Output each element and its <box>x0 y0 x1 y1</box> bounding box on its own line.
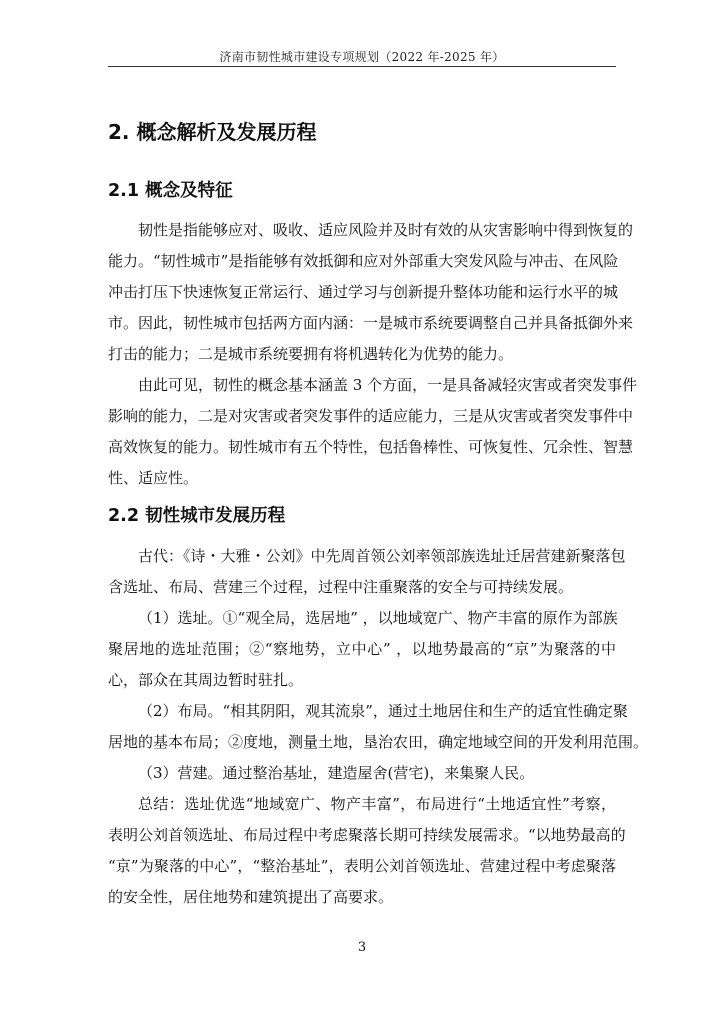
paragraph-line: 冲击打压下快速恢复正常运行、通过学习与创新提升整体功能和运行水平的城 <box>108 283 619 301</box>
paragraph-line: 高效恢复的能力。韧性城市有五个特性，包括鲁棒性、可恢复性、冗余性、智慧 <box>108 438 634 456</box>
paragraph-line: 古代：《诗・大雅・公刘》中先周首领公刘率领部族选址迁居营建新聚落包 <box>138 547 626 565</box>
paragraph-line: 心，部众在其周边暂时驻扎。 <box>108 671 304 689</box>
paragraph-line: 市。因此，韧性城市包括两方面内涵：一是城市系统要调整自己并具备抵御外来 <box>108 314 634 332</box>
paragraph-line: 性、适应性。 <box>108 469 199 487</box>
paragraph-line: “京”为聚落的中心”，“整治基址”，表明公刘首领选址、营建过程中考虑聚落 <box>108 857 616 875</box>
paragraph-line: （2）布局。“相其阴阳，观其流泉”，通过土地居住和生产的适宜性确定聚 <box>138 702 628 720</box>
paragraph-line: （3）营建。通过整治基址，建造屋舍(营宅)，来集聚人民。 <box>138 764 535 782</box>
subsection-heading-2-1: 2.1 概念及特征 <box>108 181 233 201</box>
subsection-heading-2-2: 2.2 韧性城市发展历程 <box>108 506 286 526</box>
paragraph-line: 含选址、布局、营建三个过程，过程中注重聚落的安全与可持续发展。 <box>108 578 574 596</box>
paragraph-line: 总结：选址优选“地域宽广、物产丰富”，布局进行“土地适宜性”考察， <box>138 795 616 813</box>
running-header: 济南市韧性城市建设专项规划（2022 年-2025 年） <box>219 50 505 64</box>
paragraph-line: 打击的能力；二是城市系统要拥有将机遇转化为优势的能力。 <box>108 345 514 363</box>
paragraph-line: 能力。“韧性城市”是指能够有效抵御和应对外部重大突发风险与冲击、在风险 <box>108 252 619 270</box>
page-number: 3 <box>357 940 367 955</box>
paragraph-line: 表明公刘首领选址、布局过程中考虑聚落长期可持续发展需求。“以地势最高的 <box>108 826 626 844</box>
paragraph-line: 的安全性，居住地势和建筑提出了高要求。 <box>108 888 394 906</box>
paragraph-line: （1）选址。①“观全局，选居地” ，以地域宽广、物产丰富的原作为部族 <box>138 609 618 627</box>
paragraph-line: 韧性是指能够应对、吸收、适应风险并及时有效的从灾害影响中得到恢复的 <box>138 221 634 239</box>
paragraph-line: 影响的能力，二是对灾害或者突发事件的适应能力，三是从灾害或者突发事件中 <box>108 407 634 425</box>
section-heading: 2. 概念解析及发展历程 <box>108 120 317 144</box>
paragraph-line: 聚居地的选址范围；②“察地势，立中心” ，以地势最高的“京”为聚落的中 <box>108 640 616 658</box>
paragraph-line: 由此可见，韧性的概念基本涵盖 3 个方面，一是具备减轻灾害或者突发事件 <box>138 376 638 394</box>
header-divider <box>108 66 616 67</box>
paragraph-line: 居地的基本布局；②度地，测量土地，垦治农田，确定地域空间的开发利用范围。 <box>108 733 649 751</box>
